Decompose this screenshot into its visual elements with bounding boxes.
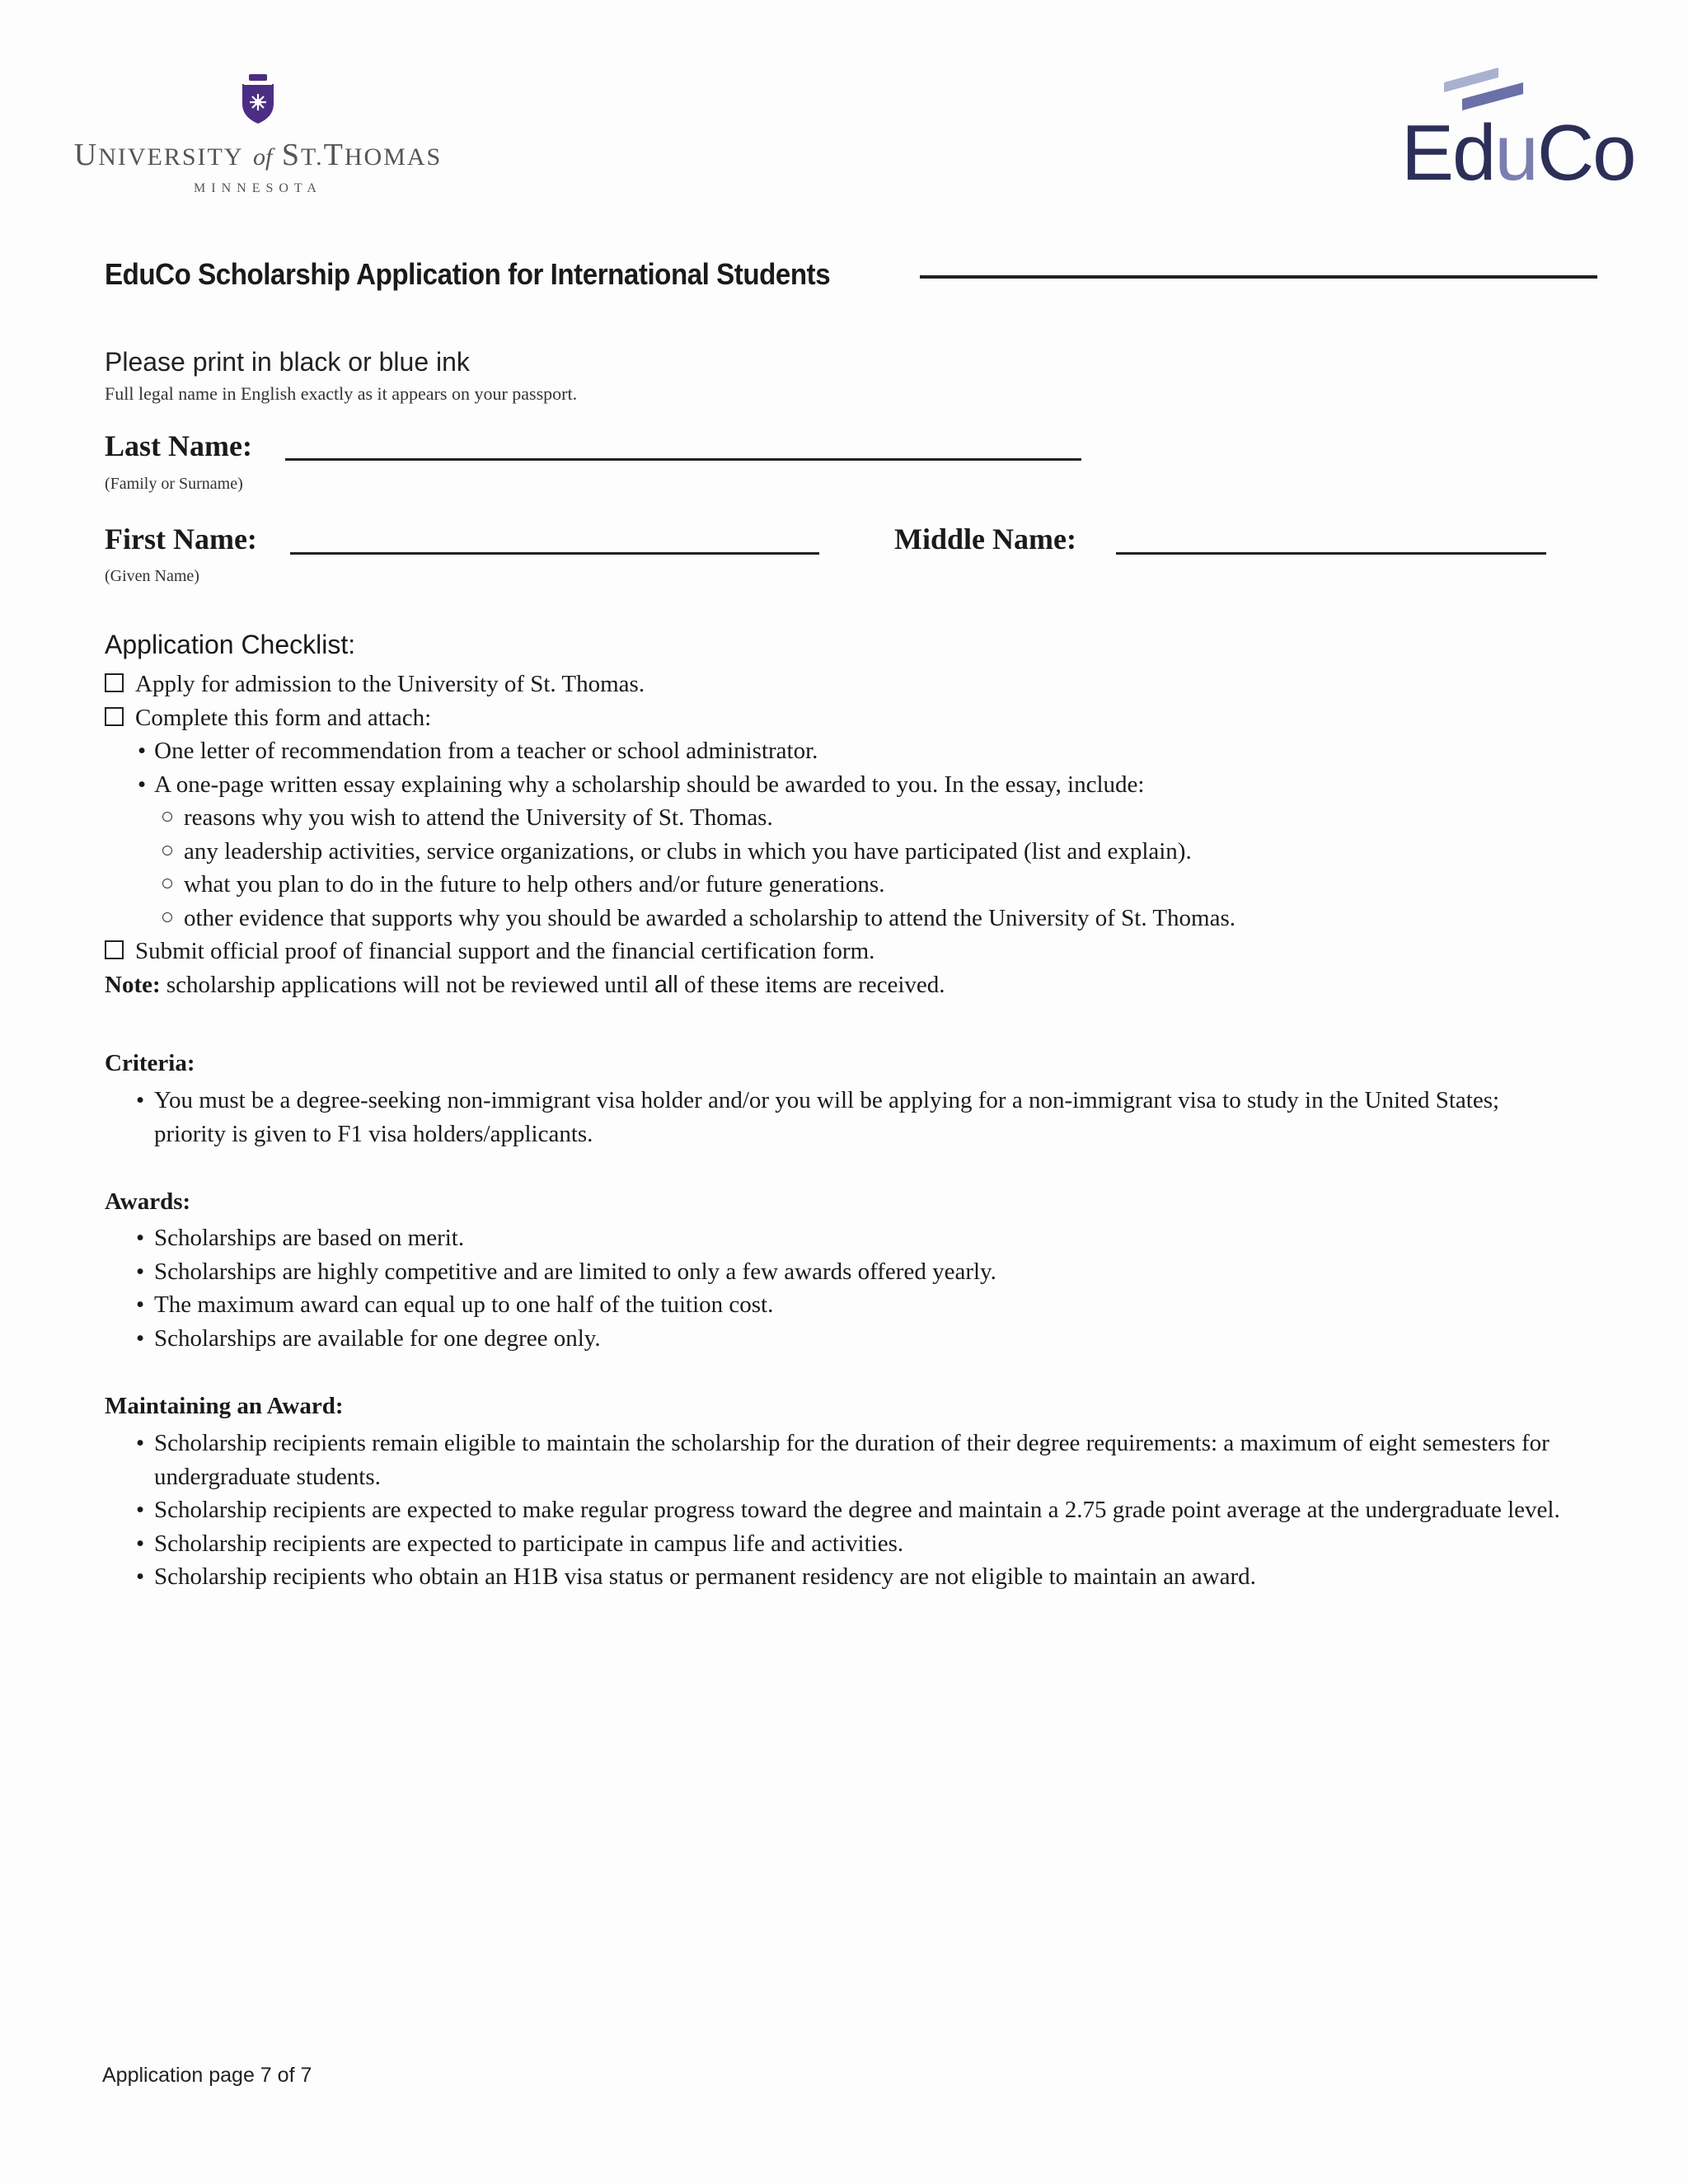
last-name-hint: (Family or Surname)	[105, 475, 243, 493]
ust-crest-icon	[237, 73, 279, 125]
criteria-list	[105, 1084, 1522, 1151]
maintaining-heading: Maintaining an Award:	[105, 1393, 344, 1419]
ust-wordmark-of: of	[253, 143, 273, 171]
ust-state: MINNESOTA	[194, 181, 322, 195]
criteria-heading: Criteria:	[105, 1050, 195, 1076]
checklist-item: Complete this form and attach:	[105, 701, 1588, 735]
essay-item: any leadership activities, service organizations, or clubs in which you have participated (list and explain).	[105, 835, 1588, 869]
award-item: • Scholarships are highly competitive and are limited to only a few awards offered yearly.	[105, 1255, 1580, 1289]
ust-wordmark-u: U	[73, 138, 99, 172]
checklist	[105, 668, 1588, 1001]
checklist-item: Submit official proof of financial support and the financial certification form.	[105, 935, 1588, 968]
checkbox-apply[interactable]	[105, 673, 124, 692]
maintaining-item: • Scholarship recipients are expected to make regular progress toward the degree and maintain a 2.75 grade point average at the undergraduate level.	[105, 1493, 1580, 1527]
legal-name-instruction: Full legal name in English exactly as it appears on your passport.	[105, 383, 578, 404]
attach-item: • A one-page written essay explaining why a scholarship should be awarded to you. In the essay, include:	[105, 768, 1588, 802]
first-name-label: First Name:	[105, 523, 257, 555]
maintaining-item: • Scholarship recipients who obtain an H1B visa status or permanent residency are not eligible to maintain an award.	[105, 1560, 1580, 1594]
last-name-field[interactable]	[285, 458, 1081, 461]
title-rule	[920, 275, 1597, 279]
educo-logo	[1401, 68, 1635, 197]
criteria-item: • You must be a degree-seeking non-immigrant visa holder and/or you will be applying for a non-immigrant visa to study in the United States; priority is given to F1 visa holders/applicants.	[105, 1084, 1522, 1151]
ust-wordmark-niversity: NIVERSITY	[98, 143, 244, 171]
checkbox-complete-form[interactable]	[105, 707, 124, 726]
educo-wordmark: EduCo	[1401, 109, 1635, 197]
ink-instruction: Please print in black or blue ink	[105, 347, 470, 377]
checkbox-financial-proof[interactable]	[105, 940, 124, 959]
university-of-st-thomas-logo	[64, 73, 452, 204]
middle-name-label: Middle Name:	[894, 523, 1076, 555]
ust-wordmark-homas: HOMAS	[344, 143, 443, 171]
essay-item: reasons why you wish to attend the University of St. Thomas.	[105, 801, 1588, 835]
ust-wordmark-t: T.	[301, 143, 324, 171]
attach-item: • One letter of recommendation from a teacher or school administrator.	[105, 734, 1588, 768]
first-name-field[interactable]	[290, 552, 819, 555]
last-name-label: Last Name:	[105, 429, 252, 462]
ust-wordmark-s: S	[281, 138, 302, 172]
form-title: EduCo Scholarship Application for International Students	[105, 257, 831, 291]
checklist-note: Note: scholarship applications will not be reviewed until all of these items are received.	[105, 971, 945, 998]
essay-item: what you plan to do in the future to help others and/or future generations.	[105, 868, 1588, 902]
maintaining-item: • Scholarship recipients are expected to participate in campus life and activities.	[105, 1527, 1580, 1561]
checklist-heading: Application Checklist:	[105, 630, 356, 659]
ust-wordmark-t2: T	[323, 138, 345, 172]
awards-list	[105, 1221, 1580, 1355]
award-item: • Scholarships are based on merit.	[105, 1221, 1580, 1255]
middle-name-field[interactable]	[1116, 552, 1546, 555]
checklist-item: Apply for admission to the University of St. Thomas.	[105, 668, 1588, 701]
award-item: • The maximum award can equal up to one half of the tuition cost.	[105, 1288, 1580, 1322]
award-item: • Scholarships are available for one degree only.	[105, 1322, 1580, 1356]
awards-heading: Awards:	[105, 1188, 191, 1215]
maintaining-list	[105, 1427, 1580, 1594]
first-name-hint: (Given Name)	[105, 567, 199, 585]
page-footer: Application page 7 of 7	[102, 2064, 312, 2087]
essay-item: other evidence that supports why you should be awarded a scholarship to attend the University of St. Thomas.	[105, 902, 1588, 935]
maintaining-item: • Scholarship recipients remain eligible to maintain the scholarship for the duration of their degree requirements: a maximum of eight semesters for undergraduate students.	[105, 1427, 1580, 1493]
